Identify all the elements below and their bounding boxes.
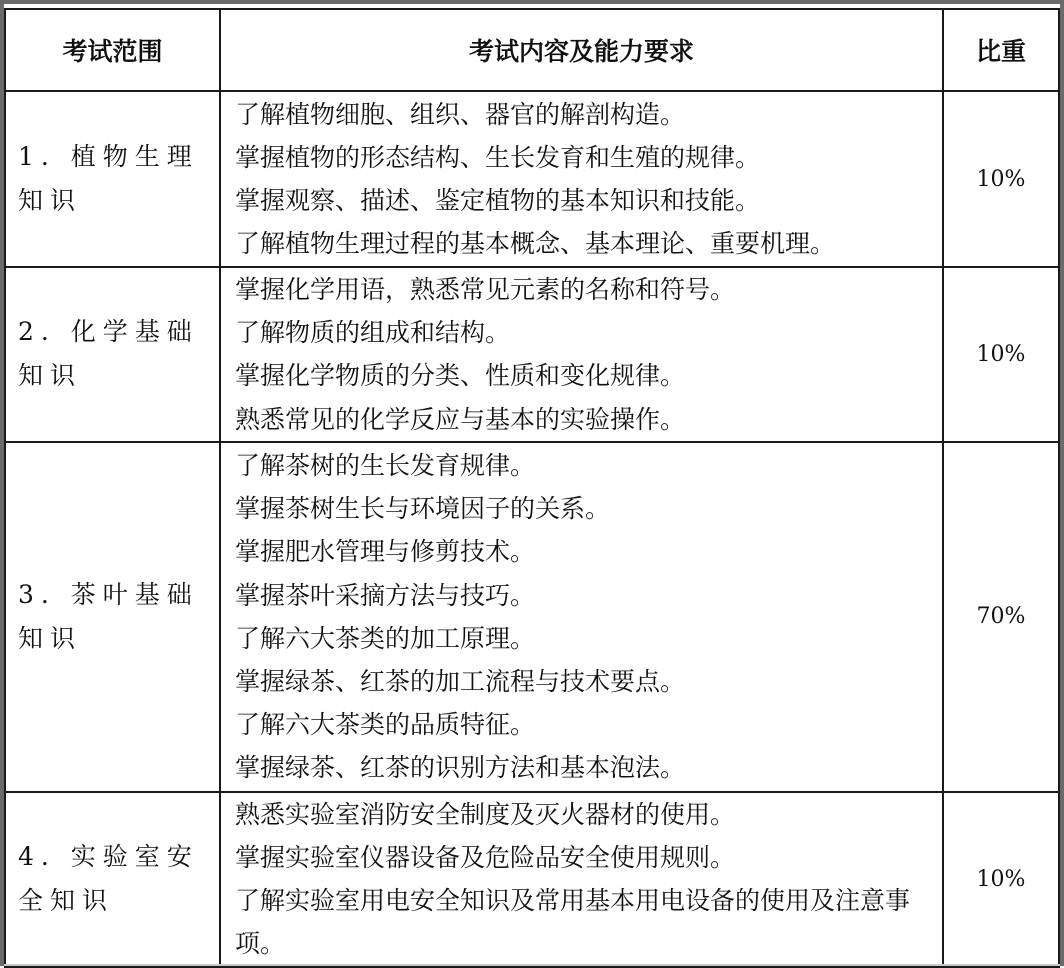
row-content-cell — [220, 267, 943, 442]
row-weight-cell: 10% — [943, 792, 1059, 967]
content-line: 掌握植物的形态结构、生长发育和生殖的规律。 — [235, 142, 761, 172]
content-line: 熟悉常见的化学反应与基本的实验操作。 — [235, 404, 686, 434]
content-line: 掌握实验室仪器设备及危险品安全使用规则。 — [235, 843, 736, 873]
content-line: 了解六大茶类的品质特征。 — [235, 710, 536, 740]
content-line: 掌握绿茶、红茶的加工流程与技术要点。 — [235, 667, 686, 697]
content-line: 掌握茶叶采摘方法与技巧。 — [235, 580, 536, 610]
row-range-cell: 4. 实验室安全知识 — [5, 792, 220, 967]
content-line: 掌握化学物质的分类、性质和变化规律。 — [235, 361, 686, 391]
content-line: 了解物质的组成和结构。 — [235, 318, 511, 348]
row-weight-cell: 10% — [943, 267, 1059, 442]
content-line: 了解茶树的生长发育规律。 — [235, 451, 536, 480]
content-line: 掌握观察、描述、鉴定植物的基本知识和技能。 — [235, 186, 761, 215]
row-range-cell: 2. 化学基础知识 — [5, 267, 220, 442]
row-content-cell — [220, 442, 943, 792]
content-line: 熟悉实验室消防安全制度及灭火器材的使用。 — [235, 799, 736, 829]
table-row — [5, 442, 1059, 792]
table-row — [5, 792, 1059, 967]
row-content-cell — [220, 91, 943, 267]
table-header-row — [5, 9, 1059, 91]
content-line: 掌握化学用语，熟悉常见元素的名称和符号。 — [235, 275, 736, 304]
row-range-cell: 3. 茶叶基础知识 — [5, 442, 220, 792]
table-row — [5, 91, 1059, 267]
row-weight-cell: 70% — [943, 442, 1059, 792]
content-line: 了解六大茶类的加工原理。 — [235, 623, 536, 653]
content-line: 了解植物生理过程的基本概念、基本理论、重要机理。 — [235, 229, 836, 259]
row-content-cell — [220, 792, 943, 967]
exam-scope-table — [4, 8, 1060, 968]
header-exam-content: 考试内容及能力要求 — [220, 9, 943, 91]
content-line: 了解实验室用电安全知识及常用基本用电设备的使用及注意事项。 — [235, 886, 911, 959]
content-line: 掌握绿茶、红茶的识别方法和基本泡法。 — [235, 753, 686, 783]
row-range-cell: 1. 植物生理知识 — [5, 91, 220, 267]
row-weight-cell: 10% — [943, 91, 1059, 267]
header-exam-scope: 考试范围 — [5, 9, 220, 91]
header-weight: 比重 — [943, 9, 1059, 91]
content-line: 了解植物细胞、组织、器官的解剖构造。 — [235, 99, 686, 129]
table-row — [5, 267, 1059, 442]
content-line: 掌握茶树生长与环境因子的关系。 — [235, 494, 611, 524]
content-line: 掌握肥水管理与修剪技术。 — [235, 537, 536, 567]
